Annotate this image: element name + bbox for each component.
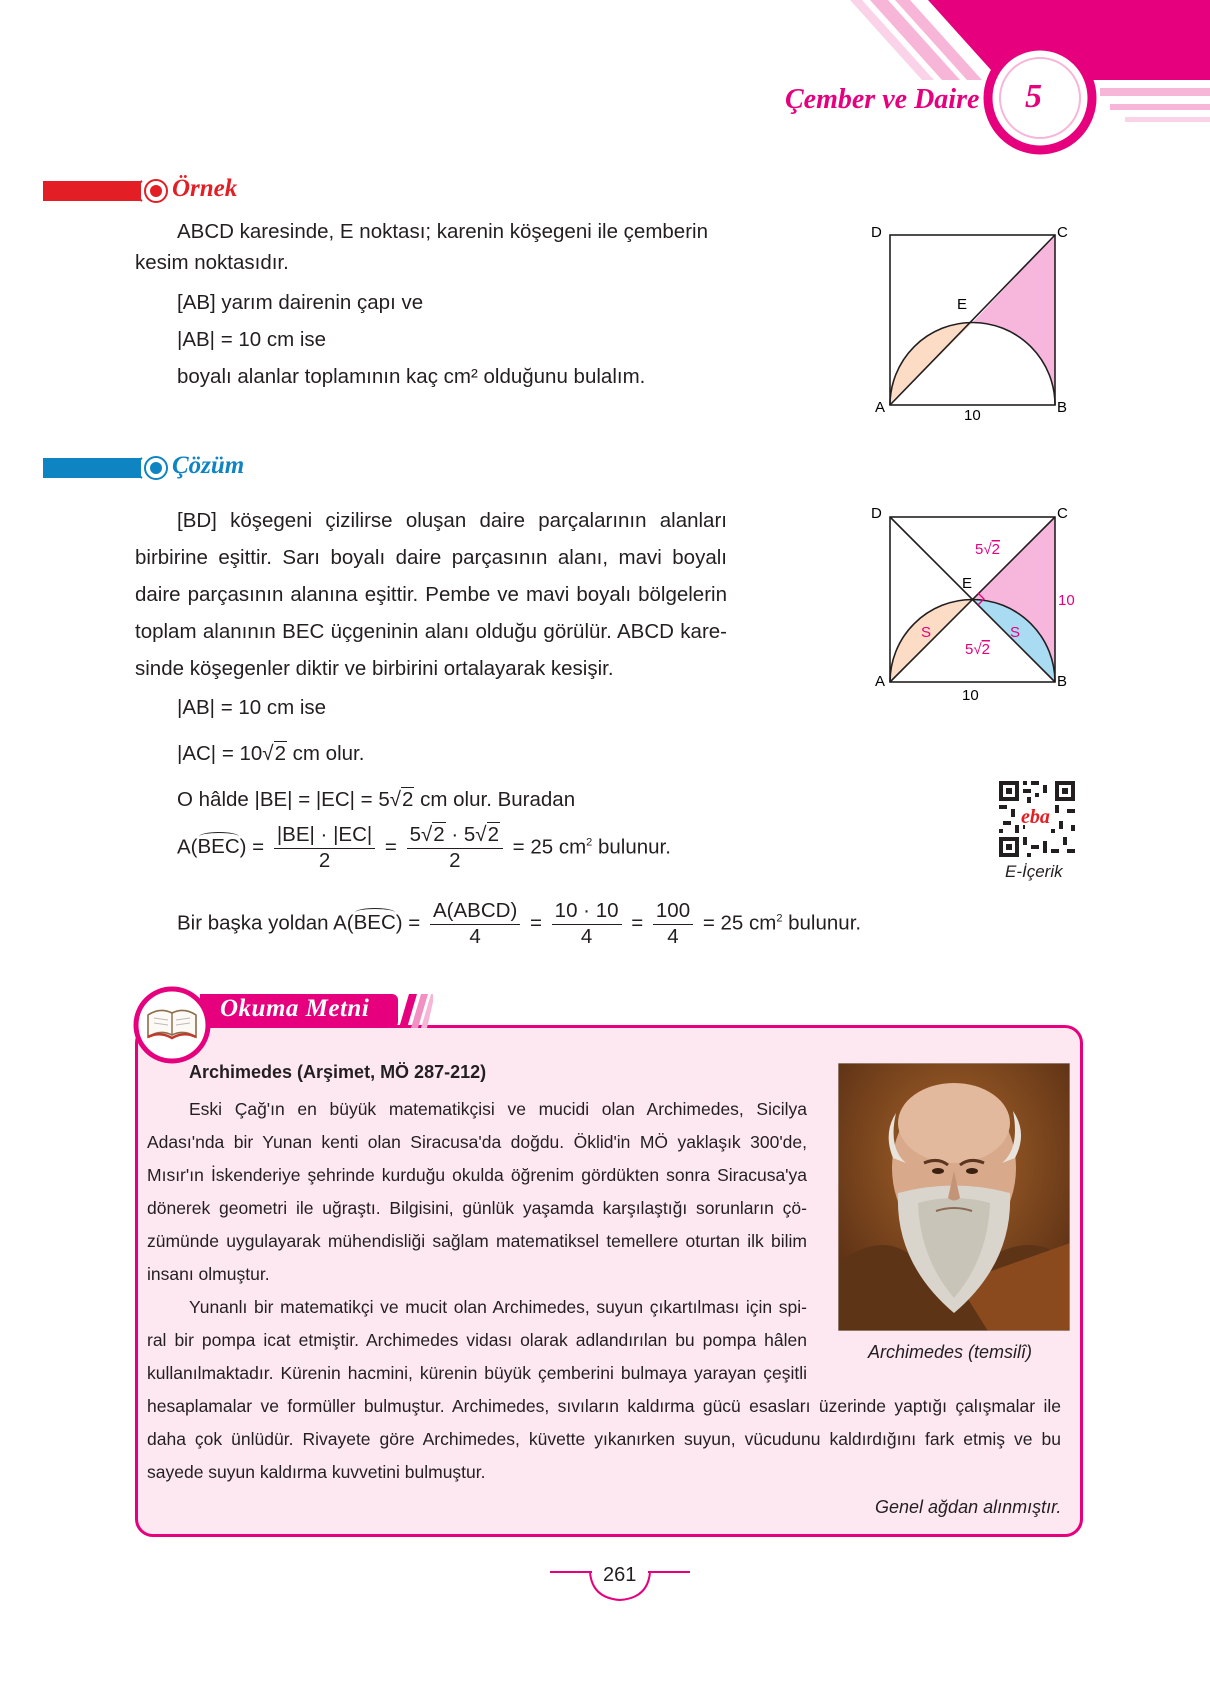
example-bar bbox=[43, 181, 141, 201]
banner-stripes bbox=[393, 994, 433, 1028]
label-a: A bbox=[875, 673, 886, 690]
solution-bar bbox=[43, 458, 141, 478]
label-d: D bbox=[871, 224, 882, 241]
fraction: $\frac{5√2 \cdot 5√2}{2}$ bbox=[407, 823, 503, 873]
label-s-right: S bbox=[1010, 624, 1021, 641]
reading-title: Okuma Metni bbox=[220, 995, 370, 1022]
solution-line: [BD] köşegeni çizilirse oluşan daire parçalarının alanları bbox=[177, 509, 727, 532]
example-line: [AB] yarım dairenin çapı ve bbox=[177, 291, 424, 314]
label-d: D bbox=[871, 505, 882, 522]
solution-line: sinde köşegenler diktir ve birbirini ortalayarak kesişir. bbox=[135, 657, 614, 680]
pink-region bbox=[973, 235, 1056, 405]
solution-paragraph bbox=[135, 502, 727, 687]
reading-source: Genel ağdan alınmıştır. bbox=[875, 1497, 1062, 1517]
qr-caption: E-İçerik bbox=[1005, 862, 1063, 881]
fraction: $\frac{|BE| \cdot |EC|}{2}$ bbox=[274, 823, 375, 873]
example-text bbox=[135, 216, 735, 395]
label-e: E bbox=[962, 575, 973, 592]
book-icon bbox=[132, 985, 212, 1065]
label-ec-length: 5√2 bbox=[975, 541, 1000, 558]
example-line: kesim noktasıdır. bbox=[135, 251, 289, 274]
chapter-number: 5 bbox=[1025, 78, 1042, 115]
fraction: $\frac{\text{A(ABCD)}}{4}$ bbox=[430, 899, 520, 949]
label-ab-length: 10 bbox=[962, 687, 979, 702]
label-b: B bbox=[1057, 399, 1068, 416]
label-e: E bbox=[957, 296, 968, 313]
example-figure bbox=[865, 220, 1075, 420]
fraction: $\frac{10 \cdot 10}{4}$ bbox=[552, 899, 622, 949]
solution-line: daire parçasının alanına eşittir. Pembe ve mavi boyalı bölgelerin bbox=[135, 583, 727, 606]
eba-logo: eba bbox=[1021, 806, 1050, 828]
solution-figure bbox=[865, 502, 1080, 702]
solution-label: Çözüm bbox=[172, 452, 245, 479]
label-s-left: S bbox=[921, 624, 932, 641]
target-icon bbox=[136, 456, 168, 480]
target-icon bbox=[136, 179, 168, 203]
ac-line: |AC| = 10√2 cm olur. bbox=[177, 742, 365, 765]
label-ab-length: 10 bbox=[964, 407, 981, 420]
equation-1: A(BEC) = $\frac{|BE| \cdot |EC|}{2}$ = $\frac{5√2 \cdot 5√2}{2}$ = 25 $cm^2$ bulunur. bbox=[177, 823, 671, 872]
reading-paragraph-2-wide: hesaplamalar ve formüller bulmuştur. Archimedes, sıvıların kaldırma gücü esasları üzerinde yaptığı çalışmalar ile daha çok ünlüdür. Rivayete göre Archimedes, küvette yıkanırken suyun, vücudunu kaldırdığını fark etmiş ve bu sayede suyun kaldırma kuvvetini bulmuştur. bbox=[147, 1396, 1061, 1482]
solution-line: birbirine eşittir. Sarı boyalı daire parçasının alanı, mavi boyalı bbox=[135, 546, 727, 569]
solution-line: toplam alanının BEC üçgeninin alanı olduğu görülür. ABCD kare- bbox=[135, 620, 727, 643]
label-a: A bbox=[875, 399, 886, 416]
example-line: ABCD karesinde, E noktası; karenin köşegeni ile çemberin bbox=[177, 220, 708, 243]
fraction: $\frac{100}{4}$ bbox=[653, 899, 693, 949]
label-be-length: 5√2 bbox=[965, 641, 990, 658]
equation-2: Bir başka yoldan A(BEC) = $\frac{\text{A(ABCD)}}{4}$ = $\frac{10 \cdot 10}{4}$ = $\frac{100}{4}$ = 25 $cm^2$ bulunur. bbox=[177, 899, 862, 948]
example-label: Örnek bbox=[172, 175, 238, 202]
reading-heading: Archimedes (Arşimet, MÖ 287-212) bbox=[189, 1062, 487, 1082]
label-bc-length: 10 bbox=[1058, 592, 1075, 609]
label-b: B bbox=[1057, 673, 1068, 690]
archimedes-portrait bbox=[838, 1063, 1070, 1331]
example-line: |AB| = 10 cm ise bbox=[177, 328, 327, 351]
example-line: boyalı alanlar toplamının kaç cm² olduğunu bulalım. bbox=[177, 365, 646, 388]
be-line: O hâlde |BE| = |EC| = 5√2 cm olur. Buradan bbox=[177, 788, 576, 811]
label-c: C bbox=[1057, 224, 1068, 241]
ab-line: |AB| = 10 cm ise bbox=[177, 696, 327, 719]
chapter-title: Çember ve Daire bbox=[785, 84, 980, 115]
reading-paragraph-1: Eski Çağ'ın en büyük matematikçisi ve mucidi olan Archimedes, Sicilya Adası'nda bir Yunan kenti olan Siracusa'da doğdu. Öklid'in MÖ yaklaşık 300'de, Mısır'ın İskenderiye şehrinde kurduğu okulda öğrenim gördükten sonra Siracusa'ya dönerek geometri ile uğraştı. Bilgisini, günlük yaşamda karşılaştığı sorunların çö- zümünde uygulayarak mühendisliği sağlam matematiksel temellere oturtan ilk bilim insanı olmuştur. bbox=[147, 1099, 807, 1284]
page-number: 261 bbox=[603, 1564, 637, 1586]
label-c: C bbox=[1057, 505, 1068, 522]
portrait-caption: Archimedes (temsilî) bbox=[868, 1342, 1033, 1362]
reading-paragraph-2: Yunanlı bir matematikçi ve mucit olan Archimedes, suyun çıkartılması için spi- ral bir pompa icat etmiştir. Archimedes vidası olarak adlandırılan bu pompa hâlen kullanılmaktadır. Kürenin hacmini, kürenin büyük çemberini bulmaya yarayan çeşitli bbox=[147, 1297, 807, 1383]
